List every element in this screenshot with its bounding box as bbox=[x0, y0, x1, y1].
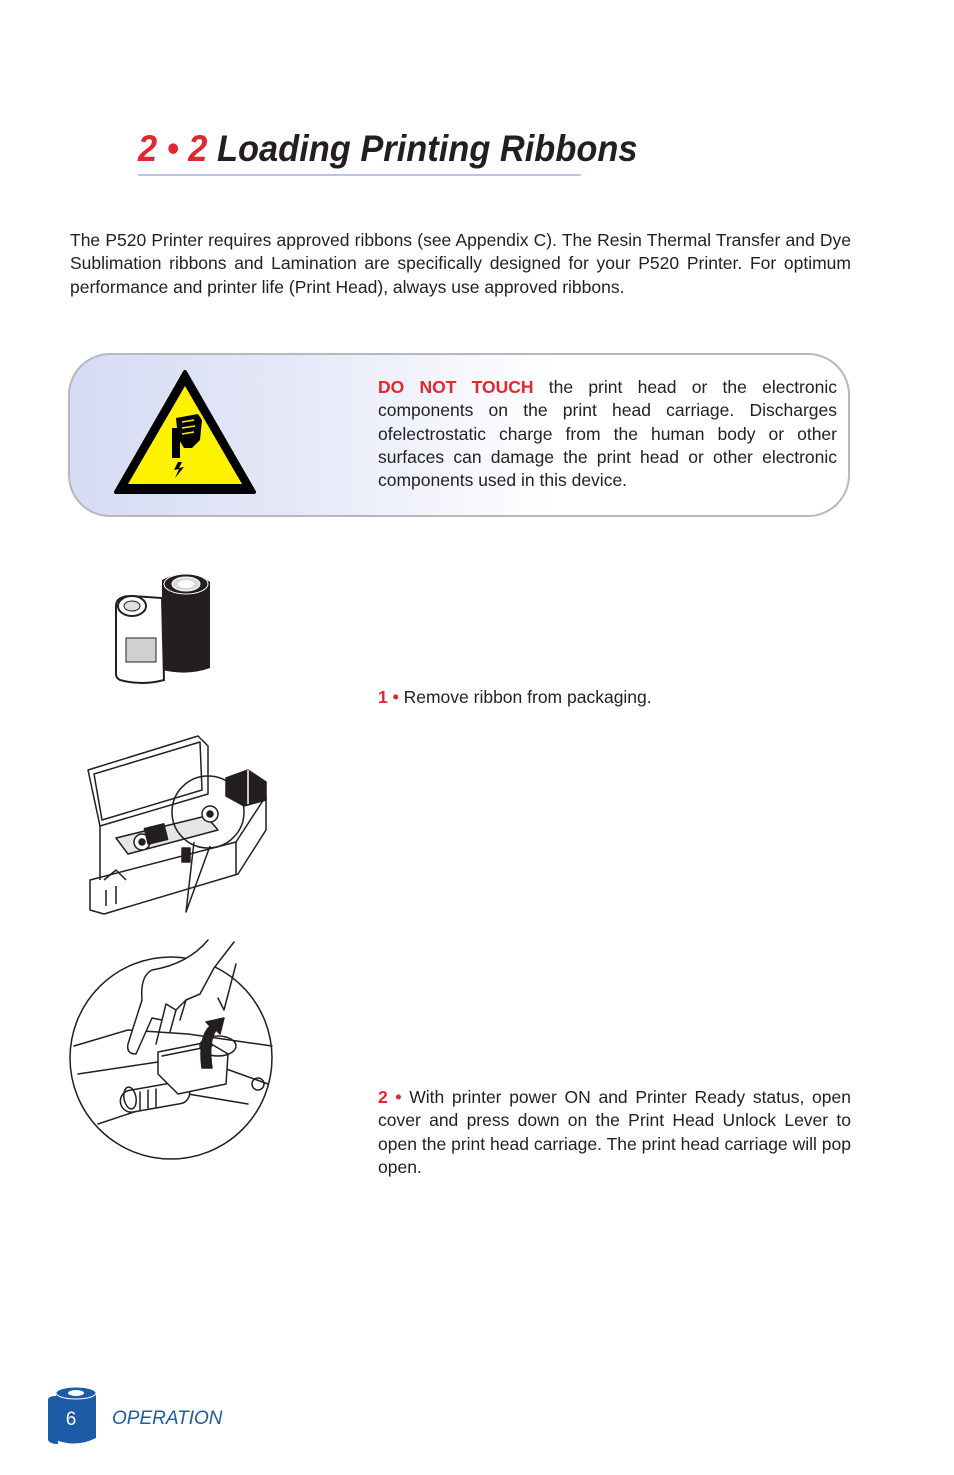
step-1-number: 1 • bbox=[378, 687, 399, 707]
page-title bbox=[138, 124, 638, 176]
step-2-number: 2 • bbox=[378, 1087, 402, 1107]
step-1 bbox=[378, 686, 851, 709]
page-number: 6 bbox=[65, 1409, 77, 1430]
unlock-lever-illustration bbox=[68, 934, 274, 1160]
printer-open-illustration bbox=[86, 730, 272, 916]
esd-warning-icon bbox=[112, 368, 258, 496]
warning-label: DO NOT TOUCH bbox=[378, 377, 534, 397]
ribbon-roll-illustration bbox=[112, 568, 216, 686]
step-2-text: With printer power ON and Printer Ready status, open cover and press down on the Print Head Unlock Lever to open the print head carriage. The print head carriage will pop open. bbox=[378, 1087, 851, 1177]
intro-paragraph: The P520 Printer requires approved ribbons (see Appendix C). The Resin Thermal Transfer and Dye Sublimation ribbons and Lamination are specifically designed for your P520 Printer. For optimum performance and printer life (Print Head), always use approved ribbons. bbox=[70, 230, 851, 297]
section-number: 2 • 2 bbox=[138, 128, 208, 169]
warning-body: the print head or the electronic components on the print head carriage. Discharges ofelectrostatic charge from the human body or other surfaces can damage the print head or other electronic components used in this device. bbox=[378, 377, 837, 491]
step-1-text: Remove ribbon from packaging. bbox=[398, 687, 652, 707]
warning-text bbox=[378, 376, 837, 492]
section-label: OPERATION bbox=[112, 1408, 223, 1429]
step-2 bbox=[378, 1086, 851, 1179]
section-title: Loading Printing Ribbons bbox=[217, 128, 638, 169]
